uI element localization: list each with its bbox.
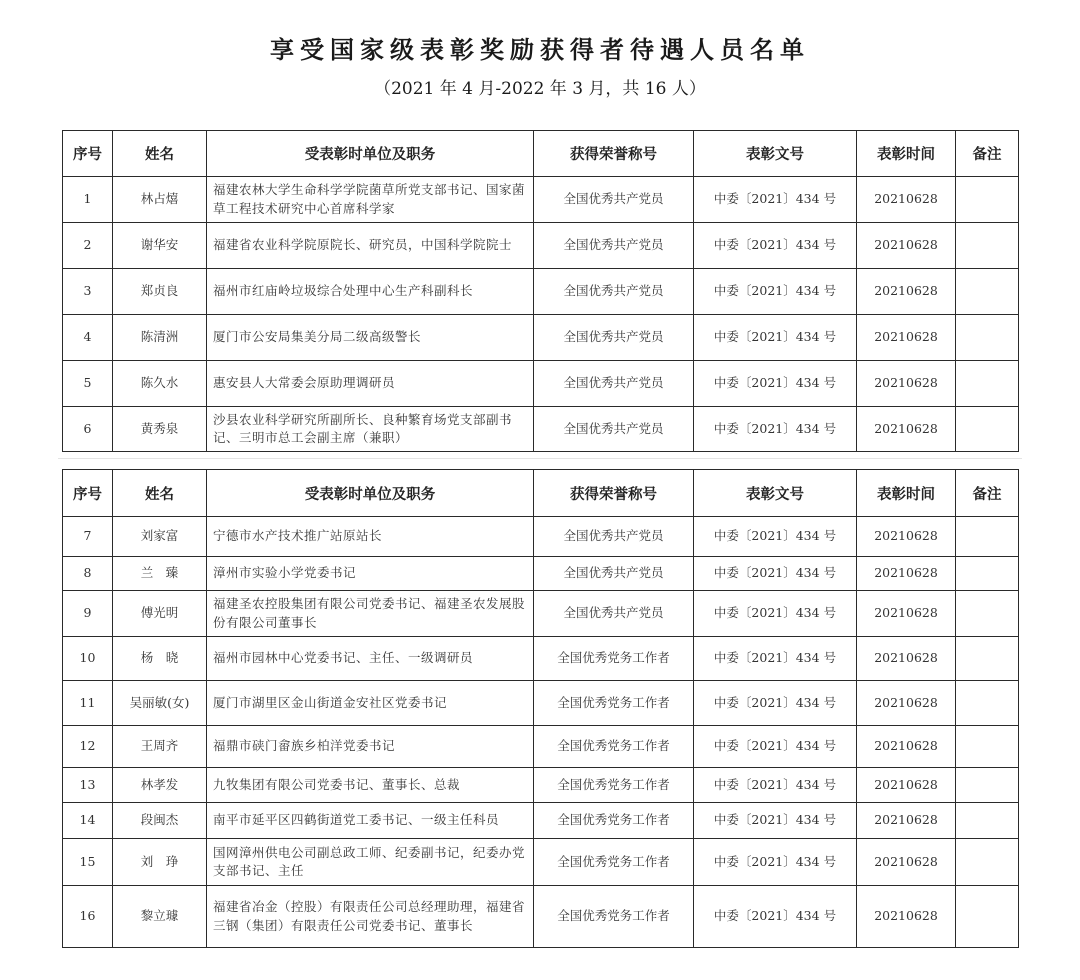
cell-name: 黄秀泉 bbox=[113, 407, 207, 452]
table-row bbox=[63, 361, 1019, 407]
cell-name: 黎立璩 bbox=[113, 886, 207, 948]
col-header-note: 备注 bbox=[956, 470, 1019, 517]
col-header-name: 姓名 bbox=[113, 470, 207, 517]
cell-note bbox=[956, 591, 1019, 637]
cell-doc: 中委〔2021〕434 号 bbox=[694, 315, 857, 361]
cell-no: 2 bbox=[63, 223, 113, 269]
table-row bbox=[63, 681, 1019, 726]
document-title: 享受国家级表彰奖励获得者待遇人员名单 bbox=[270, 35, 810, 64]
table-row bbox=[63, 803, 1019, 839]
cell-note bbox=[956, 223, 1019, 269]
table-row bbox=[63, 886, 1019, 948]
cell-no: 14 bbox=[63, 803, 113, 839]
document-subtitle: （2021 年 4 月-2022 年 3 月，共 16 人） bbox=[374, 79, 706, 99]
cell-doc: 中委〔2021〕434 号 bbox=[694, 557, 857, 591]
cell-honor: 全国优秀共产党员 bbox=[534, 557, 694, 591]
cell-unit: 福建圣农控股集团有限公司党委书记、福建圣农发展股份有限公司董事长 bbox=[207, 591, 534, 637]
cell-doc: 中委〔2021〕434 号 bbox=[694, 637, 857, 681]
cell-unit: 宁德市水产技术推广站原站长 bbox=[207, 517, 534, 557]
cell-no: 11 bbox=[63, 681, 113, 726]
cell-unit: 漳州市实验小学党委书记 bbox=[207, 557, 534, 591]
cell-date: 20210628 bbox=[857, 223, 956, 269]
table-row bbox=[63, 591, 1019, 637]
page-separator bbox=[58, 458, 1022, 459]
cell-date: 20210628 bbox=[857, 681, 956, 726]
cell-doc: 中委〔2021〕434 号 bbox=[694, 177, 857, 223]
col-header-doc: 表彰文号 bbox=[694, 131, 857, 177]
table-row bbox=[63, 223, 1019, 269]
cell-no: 5 bbox=[63, 361, 113, 407]
cell-no: 15 bbox=[63, 839, 113, 886]
cell-honor: 全国优秀共产党员 bbox=[534, 177, 694, 223]
cell-honor: 全国优秀党务工作者 bbox=[534, 803, 694, 839]
cell-name: 兰 臻 bbox=[113, 557, 207, 591]
cell-note bbox=[956, 637, 1019, 681]
cell-date: 20210628 bbox=[857, 315, 956, 361]
cell-no: 16 bbox=[63, 886, 113, 948]
cell-doc: 中委〔2021〕434 号 bbox=[694, 768, 857, 803]
cell-note bbox=[956, 315, 1019, 361]
cell-doc: 中委〔2021〕434 号 bbox=[694, 591, 857, 637]
cell-unit: 福建农林大学生命科学学院菌草所党支部书记、国家菌草工程技术研究中心首席科学家 bbox=[207, 177, 534, 223]
cell-name: 段闽杰 bbox=[113, 803, 207, 839]
col-header-honor: 获得荣誉称号 bbox=[534, 131, 694, 177]
cell-name: 林占熺 bbox=[113, 177, 207, 223]
table-row bbox=[63, 315, 1019, 361]
table-row bbox=[63, 839, 1019, 886]
cell-name: 刘家富 bbox=[113, 517, 207, 557]
table-row bbox=[63, 768, 1019, 803]
cell-no: 13 bbox=[63, 768, 113, 803]
cell-note bbox=[956, 886, 1019, 948]
cell-no: 1 bbox=[63, 177, 113, 223]
cell-name: 王周齐 bbox=[113, 726, 207, 768]
cell-date: 20210628 bbox=[857, 886, 956, 948]
cell-date: 20210628 bbox=[857, 768, 956, 803]
cell-no: 4 bbox=[63, 315, 113, 361]
cell-name: 林孝发 bbox=[113, 768, 207, 803]
cell-date: 20210628 bbox=[857, 269, 956, 315]
cell-doc: 中委〔2021〕434 号 bbox=[694, 361, 857, 407]
cell-unit: 福建省冶金（控股）有限责任公司总经理助理，福建省三钢（集团）有限责任公司党委书记、董事长 bbox=[207, 886, 534, 948]
cell-doc: 中委〔2021〕434 号 bbox=[694, 839, 857, 886]
cell-name: 傅光明 bbox=[113, 591, 207, 637]
cell-doc: 中委〔2021〕434 号 bbox=[694, 803, 857, 839]
cell-date: 20210628 bbox=[857, 726, 956, 768]
cell-date: 20210628 bbox=[857, 177, 956, 223]
cell-no: 10 bbox=[63, 637, 113, 681]
roster-table-page-1 bbox=[62, 130, 1019, 452]
col-header-honor: 获得荣誉称号 bbox=[534, 470, 694, 517]
col-header-unit: 受表彰时单位及职务 bbox=[207, 131, 534, 177]
cell-unit: 厦门市公安局集美分局二级高级警长 bbox=[207, 315, 534, 361]
cell-name: 谢华安 bbox=[113, 223, 207, 269]
cell-doc: 中委〔2021〕434 号 bbox=[694, 517, 857, 557]
table-header-row bbox=[63, 131, 1019, 177]
cell-note bbox=[956, 407, 1019, 452]
cell-honor: 全国优秀党务工作者 bbox=[534, 726, 694, 768]
col-header-no: 序号 bbox=[63, 131, 113, 177]
table-row bbox=[63, 269, 1019, 315]
cell-doc: 中委〔2021〕434 号 bbox=[694, 681, 857, 726]
cell-honor: 全国优秀党务工作者 bbox=[534, 637, 694, 681]
col-header-doc: 表彰文号 bbox=[694, 470, 857, 517]
col-header-note: 备注 bbox=[956, 131, 1019, 177]
cell-date: 20210628 bbox=[857, 803, 956, 839]
col-header-unit: 受表彰时单位及职务 bbox=[207, 470, 534, 517]
cell-doc: 中委〔2021〕434 号 bbox=[694, 407, 857, 452]
cell-honor: 全国优秀共产党员 bbox=[534, 361, 694, 407]
cell-name: 郑贞良 bbox=[113, 269, 207, 315]
cell-note bbox=[956, 177, 1019, 223]
cell-honor: 全国优秀共产党员 bbox=[534, 315, 694, 361]
cell-honor: 全国优秀共产党员 bbox=[534, 591, 694, 637]
cell-note bbox=[956, 361, 1019, 407]
cell-doc: 中委〔2021〕434 号 bbox=[694, 223, 857, 269]
cell-unit: 惠安县人大常委会原助理调研员 bbox=[207, 361, 534, 407]
cell-no: 7 bbox=[63, 517, 113, 557]
table-row bbox=[63, 637, 1019, 681]
cell-unit: 福州市红庙岭垃圾综合处理中心生产科副科长 bbox=[207, 269, 534, 315]
cell-unit: 福州市园林中心党委书记、主任、一级调研员 bbox=[207, 637, 534, 681]
cell-note bbox=[956, 557, 1019, 591]
col-header-name: 姓名 bbox=[113, 131, 207, 177]
cell-honor: 全国优秀党务工作者 bbox=[534, 768, 694, 803]
col-header-date: 表彰时间 bbox=[857, 470, 956, 517]
cell-note bbox=[956, 517, 1019, 557]
cell-honor: 全国优秀共产党员 bbox=[534, 517, 694, 557]
col-header-no: 序号 bbox=[63, 470, 113, 517]
cell-doc: 中委〔2021〕434 号 bbox=[694, 726, 857, 768]
cell-honor: 全国优秀共产党员 bbox=[534, 269, 694, 315]
cell-no: 8 bbox=[63, 557, 113, 591]
cell-date: 20210628 bbox=[857, 407, 956, 452]
cell-unit: 南平市延平区四鹤街道党工委书记、一级主任科员 bbox=[207, 803, 534, 839]
cell-unit: 厦门市湖里区金山街道金安社区党委书记 bbox=[207, 681, 534, 726]
cell-honor: 全国优秀党务工作者 bbox=[534, 681, 694, 726]
cell-no: 6 bbox=[63, 407, 113, 452]
cell-date: 20210628 bbox=[857, 839, 956, 886]
cell-unit: 九牧集团有限公司党委书记、董事长、总裁 bbox=[207, 768, 534, 803]
cell-note bbox=[956, 681, 1019, 726]
cell-date: 20210628 bbox=[857, 591, 956, 637]
table-header-row bbox=[63, 470, 1019, 517]
cell-note bbox=[956, 726, 1019, 768]
cell-date: 20210628 bbox=[857, 557, 956, 591]
cell-note bbox=[956, 803, 1019, 839]
cell-honor: 全国优秀党务工作者 bbox=[534, 839, 694, 886]
cell-unit: 国网漳州供电公司副总政工师、纪委副书记，纪委办党支部书记、主任 bbox=[207, 839, 534, 886]
cell-name: 刘 琤 bbox=[113, 839, 207, 886]
cell-no: 9 bbox=[63, 591, 113, 637]
table-row bbox=[63, 407, 1019, 452]
cell-doc: 中委〔2021〕434 号 bbox=[694, 269, 857, 315]
cell-note bbox=[956, 269, 1019, 315]
table-row bbox=[63, 177, 1019, 223]
table-row bbox=[63, 517, 1019, 557]
cell-unit: 沙县农业科学研究所副所长、良种繁育场党支部副书记、三明市总工会副主席（兼职） bbox=[207, 407, 534, 452]
cell-name: 陈久水 bbox=[113, 361, 207, 407]
cell-name: 杨 晓 bbox=[113, 637, 207, 681]
cell-date: 20210628 bbox=[857, 637, 956, 681]
cell-date: 20210628 bbox=[857, 517, 956, 557]
cell-note bbox=[956, 768, 1019, 803]
col-header-date: 表彰时间 bbox=[857, 131, 956, 177]
roster-table-page-2 bbox=[62, 469, 1019, 948]
cell-name: 吴丽敏(女) bbox=[113, 681, 207, 726]
cell-no: 12 bbox=[63, 726, 113, 768]
cell-honor: 全国优秀共产党员 bbox=[534, 223, 694, 269]
cell-no: 3 bbox=[63, 269, 113, 315]
table-row bbox=[63, 726, 1019, 768]
table-row bbox=[63, 557, 1019, 591]
cell-doc: 中委〔2021〕434 号 bbox=[694, 886, 857, 948]
cell-unit: 福建省农业科学院原院长、研究员，中国科学院院士 bbox=[207, 223, 534, 269]
cell-name: 陈清洲 bbox=[113, 315, 207, 361]
cell-date: 20210628 bbox=[857, 361, 956, 407]
cell-note bbox=[956, 839, 1019, 886]
cell-honor: 全国优秀共产党员 bbox=[534, 407, 694, 452]
cell-unit: 福鼎市硖门畲族乡柏洋党委书记 bbox=[207, 726, 534, 768]
cell-honor: 全国优秀党务工作者 bbox=[534, 886, 694, 948]
